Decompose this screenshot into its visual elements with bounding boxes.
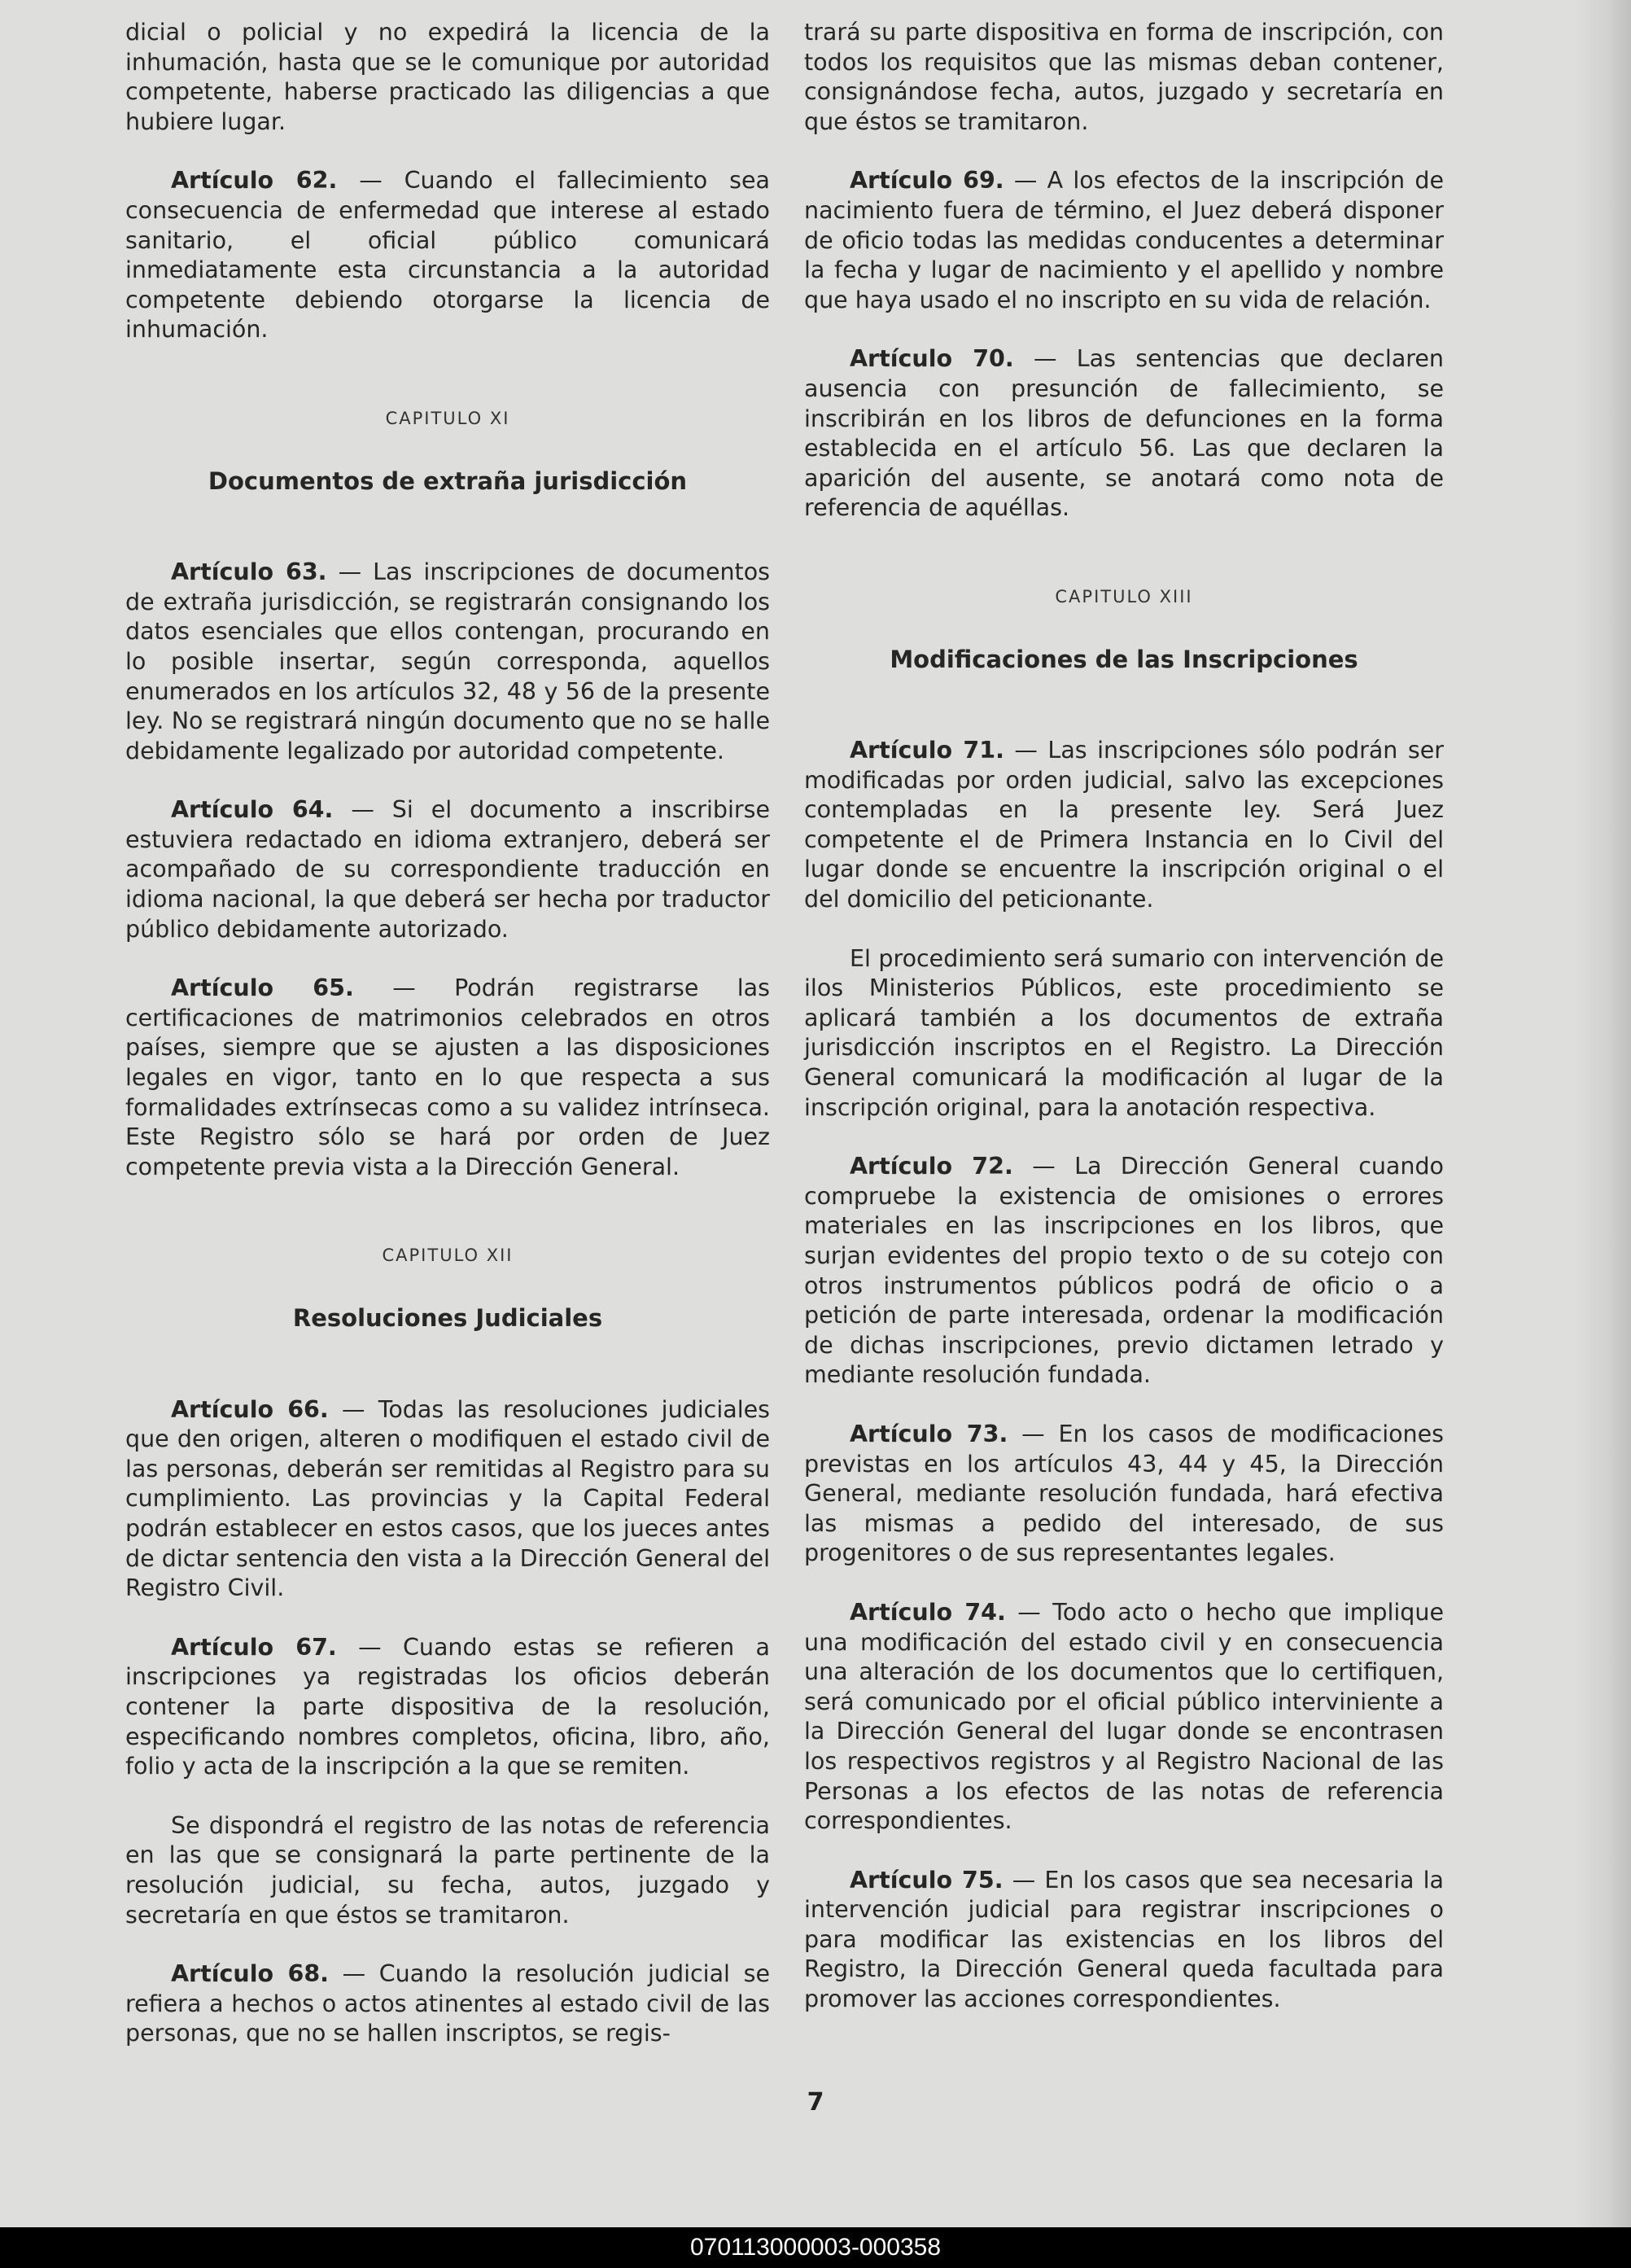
paragraph: Se dispondrá el registro de las notas de referencia en las que se consignará la parte pertinente de la resolución judicial, su fecha, autos, juzgado y secretaría en que éstos se tramitaron. <box>125 1811 770 1929</box>
article-text: — Si el documento a inscribirse estuviera redactado en idioma extranjero, deberá ser acompañado de su correspondiente traducción en idioma nacional, la que deberá ser hecha por traductor público debidamente autorizado. <box>125 796 770 943</box>
article-heading: Artículo 64. <box>171 796 334 824</box>
article-text: — Cuando estas se refieren a inscripciones ya registradas los oficios deberán contener la parte dispositiva de la resolución, especificando nombres completos, oficina, libro, año, folio y acta de la inscripción a la que se remiten. <box>125 1633 771 1780</box>
article-text: — Podrán registrarse las certificaciones de matrimonios celebrados en otros países, siempre que se ajusten a las disposiciones legales en vigor, tanto en lo que respecta a sus formalidades extrínsecas como a su validez intrínseca. Este Registro sólo se hará por orden de Juez competente previa vista a la Dirección General. <box>125 974 770 1180</box>
article-heading: Artículo 66. <box>171 1395 329 1423</box>
chapter-label: CAPITULO XI <box>385 408 510 428</box>
article-65 <box>125 974 770 1182</box>
article-64 <box>125 795 770 944</box>
article-heading: Artículo 72. <box>850 1153 1013 1180</box>
article-heading: Artículo 67. <box>171 1633 337 1661</box>
article-text: — Cuando la resolución judicial se refiera a hechos o actos atinentes al estado civil de las personas, que no se hallen inscriptos, se regis- <box>125 1960 770 2047</box>
article-text: — Las inscripciones sólo podrán ser modificadas por orden judicial, salvo las excepciones contempladas en la presente ley. Será Juez competente el de Primera Instancia en lo Civil del lugar donde se encuentre la inscripción original o el del domicilio del peticionante. <box>804 737 1444 913</box>
section-title: Documentos de extraña jurisdicción <box>208 466 688 495</box>
article-69 <box>804 166 1444 315</box>
scan-shadow <box>1574 0 1631 2227</box>
article-text: — Cuando el fallecimiento sea consecuencia de enfermedad que interese al estado sanitario, el oficial público comunicará inmediatamente esta circunstancia a la autoridad competente debiendo otorgarse la licencia de inhumación. <box>125 167 770 344</box>
article-text: — La Dirección General cuando compruebe la existencia de omisiones o errores materiales en las inscripciones en los libros, que surjan evidentes del propio texto o de su cotejo con otros instrumentos públicos podrá de oficio o a petición de parte interesada, ordenar la modificación de dichas inscripciones, previo dictamen letrado y mediante resolución fundada. <box>804 1153 1444 1389</box>
left-column <box>125 18 770 2078</box>
article-73 <box>804 1420 1444 1569</box>
page-number: 7 <box>807 2088 824 2117</box>
paragraph: dicial o policial y no expedirá la licencia de la inhumación, hasta que se le comunique por autoridad competente, haberse practicado las diligencias a que hubiere lugar. <box>125 19 770 135</box>
article-heading: Artículo 75. <box>850 1866 1004 1894</box>
article-heading: Artículo 65. <box>171 974 354 1002</box>
section-title: Resoluciones Judiciales <box>292 1304 603 1332</box>
article-heading: Artículo 69. <box>850 167 1004 195</box>
article-heading: Artículo 71. <box>850 737 1004 764</box>
article-heading: Artículo 68. <box>171 1960 330 1988</box>
article-heading: Artículo 70. <box>850 345 1014 373</box>
article-heading: Artículo 73. <box>850 1420 1008 1447</box>
article-text: — En los casos que sea necesaria la intervención judicial para registrar inscripciones o para modificar las existencias en los libros del Registro, la Dirección General queda facultada para promover las acciones correspondientes. <box>804 1866 1444 2013</box>
article-67 <box>125 1633 770 1782</box>
article-heading: Artículo 62. <box>171 167 338 195</box>
article-text: — En los casos de modificaciones previstas en los artículos 43, 44 y 45, la Dirección General, mediante resolución fundada, hará efectiva las mismas a pedido del interesado, de sus progenitores o de sus representantes legales. <box>804 1420 1444 1567</box>
article-74 <box>804 1598 1444 1837</box>
document-id-bar: 070113000003-000358 <box>0 2227 1631 2268</box>
article-68 <box>125 1959 770 2049</box>
section-title: Modificaciones de las Inscripciones <box>890 645 1358 673</box>
article-text: — Todo acto o hecho que implique una modificación del estado civil y en consecuencia una alteración de los documentos que lo certifiquen, será comunicado por el oficial público interviniente a la Dirección General del lugar donde se encontrasen los respectivos registros y al Registro Nacional de las Personas a los efectos de las notas de referencia correspondientes. <box>804 1598 1444 1835</box>
article-62 <box>125 166 770 345</box>
chapter-label: CAPITULO XII <box>382 1246 514 1266</box>
article-heading: Artículo 63. <box>171 558 327 586</box>
article-heading: Artículo 74. <box>850 1598 1006 1626</box>
article-text: — Las inscripciones de documentos de extraña jurisdicción, se registrarán consignando los datos esenciales que ellos contengan, procurando en lo posible insertar, según corresponda, aquellos enumerados en los artículos 32, 48 y 56 de la presente ley. No se registrará ningún documento que no se halle debidamente legalizado por autoridad competente. <box>125 558 771 764</box>
paragraph: trará su parte dispositiva en forma de inscripción, con todos los requisitos que las mismas deban contener, consignándose fecha, autos, juzgado y secretaría en que éstos se tramitaron. <box>804 19 1444 135</box>
article-75 <box>804 1866 1444 2015</box>
article-71 <box>804 736 1444 915</box>
chapter-label: CAPITULO XIII <box>1055 586 1193 606</box>
right-column <box>804 18 1444 2044</box>
article-text: — Todas las resoluciones judiciales que den origen, alteren o modifiquen el estado civil de las personas, deberán ser remitidas al Registro para su cumplimiento. Las provincias y la Capital Federal podrán establecer en estos casos, que los jueces antes de dictar sentencia den vista a la Dirección General del Registro Civil. <box>125 1395 770 1602</box>
article-70 <box>804 344 1444 523</box>
article-text: — A los efectos de la inscripción de nacimiento fuera de término, el Juez deberá disponer de oficio todas las medidas conducentes a determinar la fecha y lugar de nacimiento y el apellido y nombre que haya usado el no inscripto en su vida de relación. <box>804 167 1444 313</box>
article-text: — Las sentencias que declaren ausencia con presunción de fallecimiento, se inscribirán en los libros de defunciones en la forma establecida en el artículo 56. Las que declaren la aparición del ausente, se anotará como nota de referencia de aquéllas. <box>804 345 1444 522</box>
article-66 <box>125 1395 770 1604</box>
article-72 <box>804 1152 1444 1390</box>
article-63 <box>125 558 770 766</box>
paragraph: El procedimiento será sumario con intervención de ilos Ministerios Públicos, este procedimiento se aplicará también a los documentos de extraña jurisdicción inscriptos en el Registro. La Dirección General comunicará la modificación al lugar de la inscripción original, para la anotación respectiva. <box>804 944 1444 1121</box>
